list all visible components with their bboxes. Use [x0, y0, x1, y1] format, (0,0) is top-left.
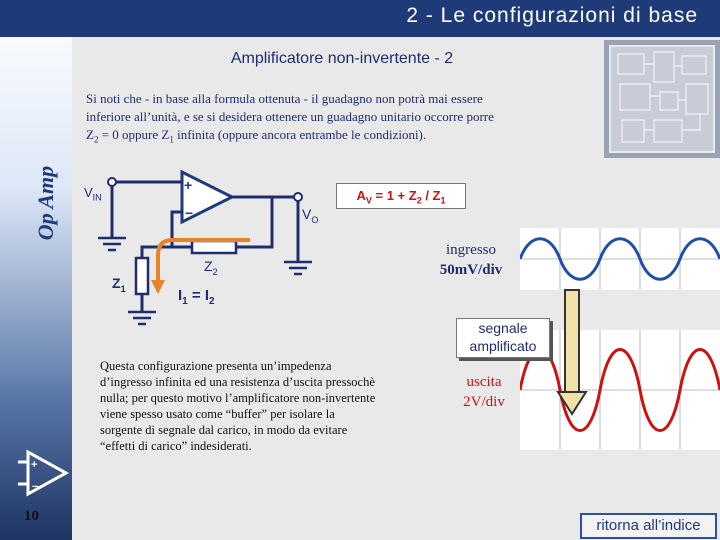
- amplification-arrow-icon: [556, 286, 592, 420]
- svg-text:+: +: [31, 459, 38, 471]
- intro-line-2: inferiore all’unità, e se si desidera ottenere un guadagno unitario occorre porre: [86, 109, 494, 124]
- input-scope-label: ingresso 50mV/div: [439, 242, 503, 278]
- input-waveform: [520, 228, 720, 290]
- output-scope-label: uscita 2V/div: [463, 374, 505, 410]
- z1-label: $Z_1$: [112, 275, 126, 294]
- svg-text:−: −: [185, 205, 194, 221]
- circuit-schematic: [72, 160, 372, 340]
- intro-paragraph: [86, 90, 566, 149]
- svg-text:+: +: [184, 177, 193, 193]
- return-to-index-link[interactable]: ritorna all’indice: [580, 513, 717, 539]
- slide-subtitle: Amplificatore non-invertente - 2: [230, 50, 454, 67]
- svg-text:−: −: [32, 481, 39, 493]
- page-number: 10: [24, 508, 39, 524]
- body-paragraph: Questa configurazione presenta un’impedenza d’ingresso infinita ed una resistenza d’uscita pressochè nulla; per questo motivo l’amplificatore non-invertente viene spesso usato come “buffer” per isolare la sorgente di segnale dal carico, in modo da evitare “effetti di carico” indesiderati.: [100, 359, 376, 453]
- op-amp-logo-icon: [14, 448, 70, 498]
- output-waveform: [520, 330, 720, 450]
- vin-label: $V_{IN}$: [84, 185, 102, 203]
- current-equation: $I_1 = I_2$: [178, 287, 215, 307]
- intro-line-1: Si noti che - in base alla formula ottenuta - il guadagno non potrà mai essere: [86, 91, 483, 106]
- amplified-signal-box: segnale amplificato: [456, 318, 550, 358]
- z2-label: $Z_2$: [204, 258, 218, 277]
- gain-formula: $A_V = 1 + Z_2 / Z_1$: [336, 183, 466, 209]
- chip-photo: [604, 40, 720, 158]
- op-amp-side-label: Op Amp: [33, 165, 58, 241]
- intro-line-3: $Z_2 = 0$ oppure $Z_1$ infinita (oppure ancora entrambe le condizioni).: [86, 127, 427, 145]
- vo-label: $V_O$: [302, 206, 319, 225]
- slide-title: 2 - Le configurazioni di base: [406, 4, 698, 27]
